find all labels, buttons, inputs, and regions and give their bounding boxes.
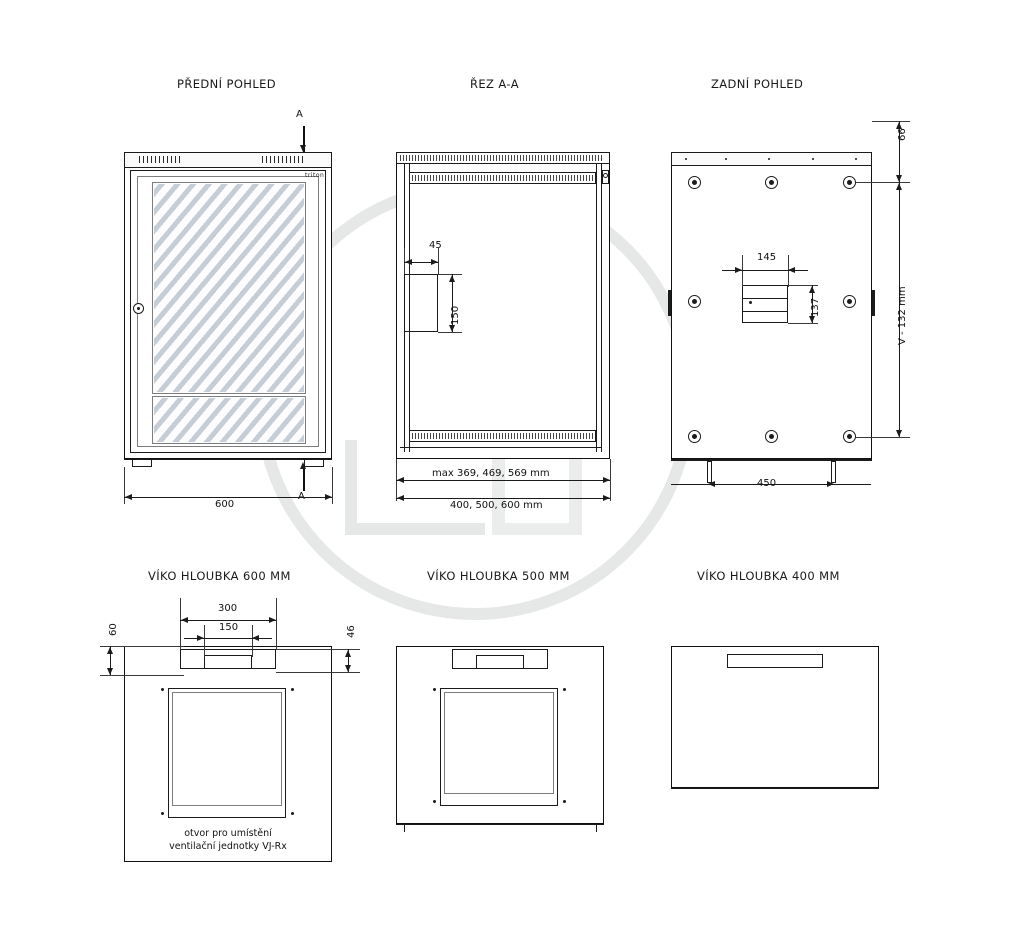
- section-arrow-max-right: [603, 477, 610, 483]
- front-foot-left: [132, 459, 152, 467]
- brand-logo: triton: [305, 172, 325, 179]
- dim-section-45: 45: [429, 240, 442, 251]
- rear-arrow-v-bottom: [896, 430, 902, 437]
- dim-rear-height-formula: V - 132 mm: [897, 286, 908, 345]
- dim-lid600-300: 300: [218, 603, 238, 614]
- section-arrow-depth-right: [603, 495, 610, 501]
- dim-lid600-46: 46: [346, 625, 357, 638]
- dim-section-depth-options: 400, 500, 600 mm: [450, 500, 543, 511]
- lid500-foot-left: [404, 824, 405, 832]
- front-dim-arrow-left: [125, 494, 132, 500]
- view-title-lid600: VÍKO HLOUBKA 600 MM: [148, 569, 291, 583]
- dim-rear-137: 137: [810, 297, 821, 317]
- lid500-opening-inner: [476, 655, 524, 669]
- section-ext-150-bottom: [438, 332, 462, 333]
- section-arrow-45-right: [431, 259, 438, 265]
- lid600-screw-bl: [161, 812, 164, 815]
- section-rail-right-inner: [596, 164, 597, 452]
- lid500-screw-tr: [563, 688, 566, 691]
- front-perforation-pattern: [154, 184, 304, 392]
- rear-ext-66-top: [872, 121, 910, 122]
- lid600-ext-60-bottom: [100, 675, 184, 676]
- rear-top-dot-1: [685, 158, 687, 160]
- lid600-opening-inner: [204, 655, 252, 669]
- section-mark-top: A: [296, 109, 303, 120]
- lid400-base-line: [671, 788, 879, 789]
- rear-top-strip: [671, 152, 872, 166]
- lid600-ext-300-right: [276, 598, 277, 650]
- rear-bracket: [742, 285, 788, 323]
- lid600-screw-tl: [161, 688, 164, 691]
- lid600-dim-line-300: [180, 620, 276, 621]
- dim-section-max-depth: max 369, 469, 569 mm: [432, 468, 550, 479]
- lid500-foot-right: [596, 824, 597, 832]
- rear-arrow-66-bottom: [896, 175, 902, 182]
- lid600-arrow-300-left: [181, 617, 188, 623]
- front-vent-right: [262, 156, 306, 163]
- rear-ext-145-left: [742, 255, 743, 287]
- watermark-letter-inner: [505, 452, 569, 523]
- rear-boss-bc-hole: [769, 434, 774, 439]
- lid600-arrow-60-top: [107, 647, 113, 654]
- rear-bracket-div-2: [742, 311, 788, 312]
- rear-top-dot-5: [855, 158, 857, 160]
- rear-top-dot-3: [768, 158, 770, 160]
- dim-lid600-150: 150: [219, 622, 239, 633]
- rear-top-dot-2: [725, 158, 727, 160]
- view-title-lid400: VÍKO HLOUBKA 400 MM: [697, 569, 840, 583]
- section-dim-line-max: [396, 480, 610, 481]
- lid500-fan-panel-inner: [444, 692, 554, 794]
- section-arrow-150-top: [449, 275, 455, 282]
- section-inner-bracket: [404, 274, 438, 332]
- section-upper-shelf-hatch: [412, 175, 593, 181]
- lid600-arrow-150-left: [197, 635, 204, 641]
- rear-arrow-450-right: [827, 481, 834, 487]
- front-dim-arrow-right: [325, 494, 332, 500]
- lid600-ext-300-left: [180, 598, 181, 650]
- section-rail-right-outer: [601, 164, 602, 452]
- lid600-ext-46-bottom: [276, 672, 360, 673]
- front-dim-line-width: [124, 497, 332, 498]
- lid600-screw-tr: [291, 688, 294, 691]
- lid600-arrow-46-top: [345, 650, 351, 657]
- lid500-screw-bl: [433, 800, 436, 803]
- lid600-fan-panel-inner: [172, 692, 282, 806]
- dim-rear-66: 66: [897, 128, 908, 141]
- lid500-screw-br: [563, 800, 566, 803]
- section-arrow-max-left: [397, 477, 404, 483]
- rear-arrow-137-top: [809, 286, 815, 293]
- rear-bracket-div-1: [742, 298, 788, 299]
- rear-ext-137-bottom: [788, 323, 818, 324]
- lid600-note-line1: otvor pro umístění: [184, 828, 272, 839]
- section-ext-45-right: [438, 248, 439, 274]
- lid600-ext-150-left: [204, 625, 205, 657]
- lid600-note-line2: ventilační jednotky VJ-Rx: [169, 841, 287, 852]
- rear-arrow-v-top: [896, 183, 902, 190]
- dim-front-width: 600: [215, 499, 235, 510]
- section-top-hatch: [400, 155, 602, 161]
- section-floor-line: [400, 447, 602, 448]
- lid600-arrow-300-right: [269, 617, 276, 623]
- lid500-screw-tl: [433, 688, 436, 691]
- front-base-line: [124, 459, 332, 460]
- front-foot-right: [304, 459, 324, 467]
- section-arrow-45-left: [405, 259, 412, 265]
- rear-base-line: [671, 459, 872, 461]
- dim-lid600-60: 60: [108, 623, 119, 636]
- section-arrow-150-bottom: [449, 325, 455, 332]
- view-title-rear: ZADNÍ POHLED: [711, 77, 804, 91]
- view-title-section: ŘEZ A-A: [470, 77, 519, 91]
- front-lock-center: [137, 307, 140, 310]
- rear-ext-v-bottom: [856, 437, 910, 438]
- dim-rear-450: 450: [757, 478, 777, 489]
- dim-section-150: 150: [450, 305, 461, 325]
- rear-arrow-137-bottom: [809, 316, 815, 323]
- section-line-bottom: [303, 469, 305, 491]
- lid600-arrow-60-bottom: [107, 668, 113, 675]
- lid600-ext-150-right: [252, 625, 253, 657]
- lid600-screw-br: [291, 812, 294, 815]
- lid500-base-line: [396, 824, 604, 825]
- section-arrow-depth-left: [397, 495, 404, 501]
- lid400-opening-outer: [727, 654, 823, 668]
- rear-top-dot-4: [812, 158, 814, 160]
- rear-arrow-145-right: [788, 267, 795, 273]
- section-ext-right: [610, 459, 611, 501]
- rear-boss-br-hole: [847, 434, 852, 439]
- rear-boss-mr-hole: [847, 299, 852, 304]
- rear-arrow-450-left: [708, 481, 715, 487]
- rear-boss-tc-hole: [769, 180, 774, 185]
- rear-mount-right: [831, 461, 836, 483]
- rear-boss-tr-hole: [847, 180, 852, 185]
- rear-tab-left: [668, 290, 671, 316]
- section-lower-shelf-hatch: [412, 433, 593, 439]
- view-title-lid500: VÍKO HLOUBKA 500 MM: [427, 569, 570, 583]
- lid600-arrow-150-right: [252, 635, 259, 641]
- rear-boss-ml-hole: [692, 299, 697, 304]
- lid600-arrow-46-bottom: [345, 665, 351, 672]
- rear-boss-tl-hole: [692, 180, 697, 185]
- rear-arrow-145-left: [735, 267, 742, 273]
- section-dim-line-depth: [396, 498, 610, 499]
- view-title-front: PŘEDNÍ POHLED: [177, 77, 277, 91]
- rear-boss-bl-hole: [692, 434, 697, 439]
- front-ext-line-right: [332, 467, 333, 504]
- front-lower-perforation: [154, 398, 304, 442]
- front-vent-left: [139, 156, 183, 163]
- rear-mount-left: [707, 461, 712, 483]
- dim-rear-145: 145: [757, 252, 777, 263]
- section-arrow-bottom: [300, 462, 306, 469]
- rear-tab-right: [872, 290, 875, 316]
- section-arrow-top: [300, 145, 306, 152]
- section-hinge-pin: [603, 173, 608, 178]
